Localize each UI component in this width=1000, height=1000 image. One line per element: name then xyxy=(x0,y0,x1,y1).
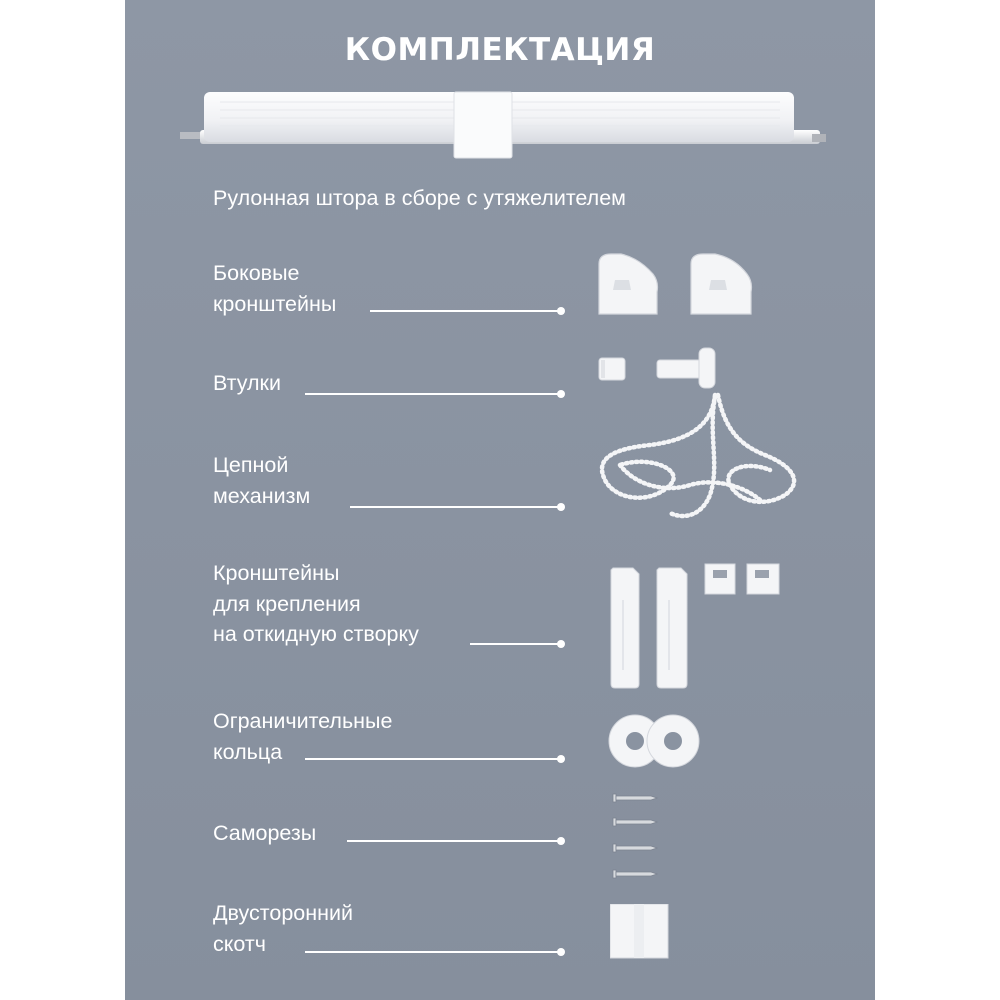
item-label-tilt-brackets: Кронштейны для крепления на откидную створку xyxy=(213,561,419,646)
leader-line xyxy=(305,951,561,953)
leader-line xyxy=(470,643,561,645)
kit-infographic xyxy=(125,0,875,1000)
side-bracket-icon xyxy=(595,250,757,320)
bead-chain-icon xyxy=(590,385,810,525)
stopper-ring-icon xyxy=(607,713,703,769)
item-label-side-brackets: Боковые кронштейны xyxy=(213,261,337,316)
item-label-screws: Саморезы xyxy=(213,821,317,845)
leader-line xyxy=(350,506,561,508)
roller-blind-caption: Рулонная штора в сборе с утяжелителем xyxy=(213,186,626,210)
tilt-window-bracket-icon xyxy=(609,560,784,692)
leader-line xyxy=(305,393,561,395)
item-label-bushings: Втулки xyxy=(213,371,281,395)
bushing-icon xyxy=(597,346,727,390)
item-label-tape: Двусторонний скотч xyxy=(213,901,354,956)
roller-blind-icon xyxy=(180,88,830,160)
item-label-chain-mechanism: Цепной механизм xyxy=(213,453,311,508)
leader-line xyxy=(347,840,561,842)
page-title: КОМПЛЕКТАЦИЯ xyxy=(344,32,656,68)
leader-line xyxy=(370,310,561,312)
item-label-stopper-rings: Ограничительные кольца xyxy=(213,709,393,764)
screw-icon xyxy=(609,790,661,882)
double-sided-tape-icon xyxy=(610,904,670,960)
leader-line xyxy=(305,758,561,760)
